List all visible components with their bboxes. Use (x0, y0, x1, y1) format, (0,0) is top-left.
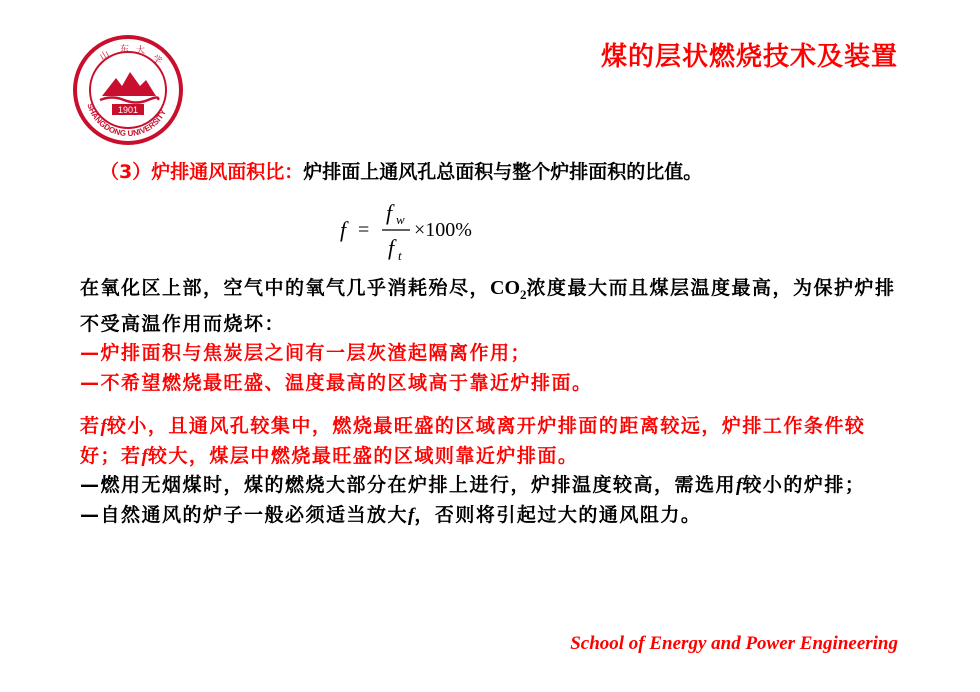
section-definition: 炉排面上通风孔总面积与整个炉排面积的比值。 (303, 161, 703, 183)
mountain-icon (102, 72, 156, 96)
footer-school-name: School of Energy and Power Engineering (570, 633, 898, 654)
page-title: 煤的层状燃烧技术及装置 (600, 42, 898, 72)
logo-year: 1901 (117, 105, 139, 115)
logo-arc-text: SHANGDONG UNIVERSITY (85, 102, 169, 139)
section-heading (100, 157, 702, 184)
university-logo (72, 34, 184, 146)
section-term: 炉排通风面积比： (151, 161, 304, 183)
formula-factor: ×100% (414, 219, 472, 241)
svg-text:学: 学 (150, 53, 164, 68)
svg-text:=: = (358, 219, 370, 241)
paragraph-line: 在氧化区上部，空气中的氧气几乎消耗殆尽，$CO_2$浓度最大而且煤层温度最高，为保护炉排不受高温作用而烧坏： (80, 277, 896, 335)
paragraph-ratio (80, 412, 905, 530)
formula-num: f (386, 200, 393, 225)
bullet-item: —不希望燃烧最旺盛、温度最高的区域高于靠近炉排面。 (80, 371, 593, 394)
formula-num-sub: w (396, 212, 405, 227)
bullet-item: —自然通风的炉子一般必须适当放大f，否则将引起过大的通风阻力。 (80, 503, 702, 526)
svg-text:山: 山 (98, 49, 112, 63)
svg-text:东: 东 (120, 45, 130, 55)
formula-den-sub: t (398, 248, 402, 263)
formula-lhs: f (340, 217, 347, 242)
bullet-item: —炉排面积与焦炭层之间有一层灰渣起隔离作用； (80, 342, 532, 364)
paragraph-line: 若f较小，且通风孔较集中，燃烧最旺盛的区域离开炉排面的距离较远，炉排工作条件较好；若f较大，煤层中燃烧最旺盛的区域则靠近炉排面。 (80, 415, 866, 467)
formula (338, 196, 508, 268)
formula-den: f (388, 235, 395, 260)
svg-text:大: 大 (136, 46, 146, 56)
paragraph-oxidation (80, 274, 905, 398)
section-number: （3） (100, 161, 152, 183)
bullet-item: —燃用无烟煤时，煤的燃烧大部分在炉排上进行，炉排温度较高，需选用f较小的炉排； (80, 474, 866, 496)
